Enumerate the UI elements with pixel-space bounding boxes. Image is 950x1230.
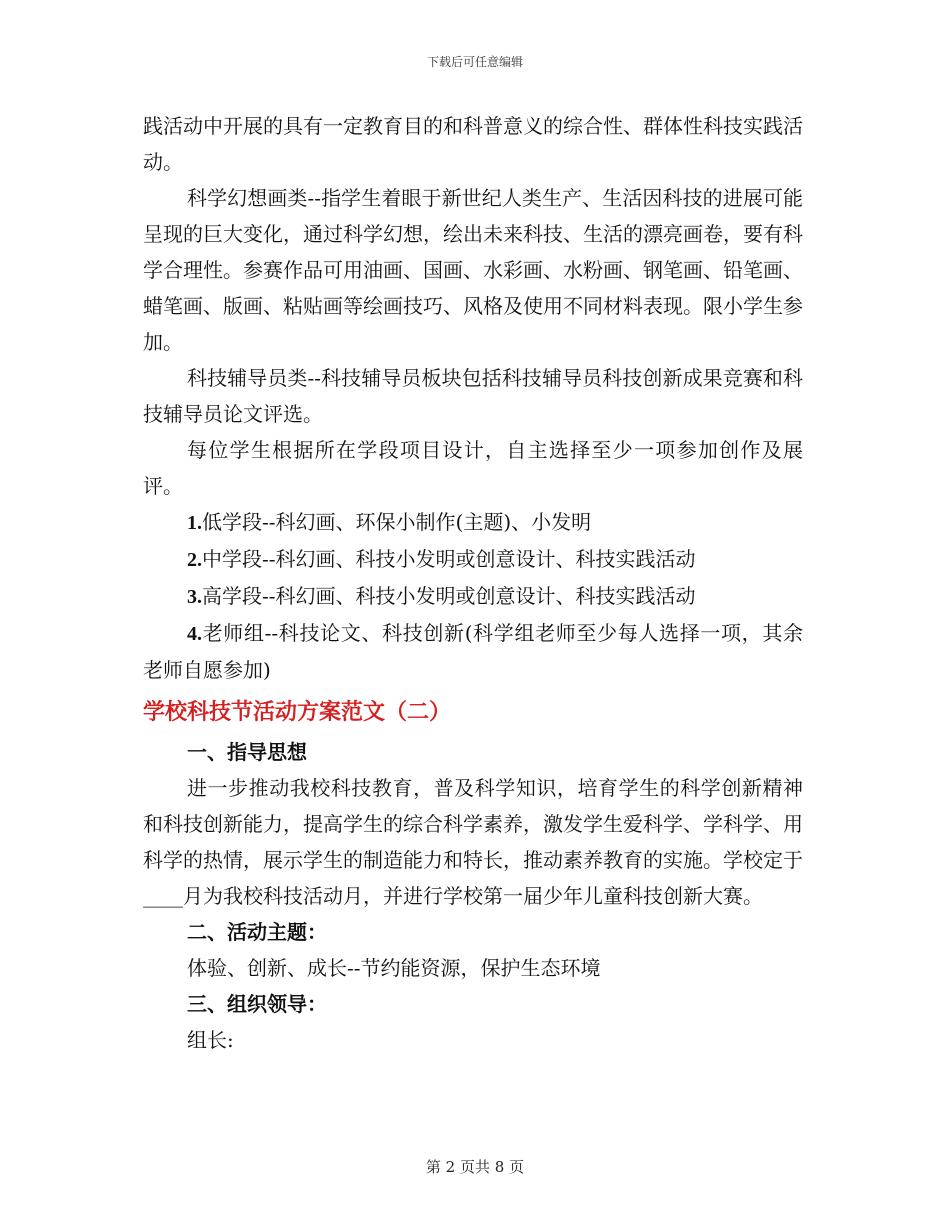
- list-text: 老师组--科技论文、科技创新(科学组老师至少每人选择一项，其余老师自愿参加): [143, 621, 803, 682]
- heading-guiding-ideology: 一、指导思想: [187, 740, 307, 764]
- paragraph-activity-theme: 体验、创新、成长--节约能资源，保护生态环境: [187, 956, 601, 980]
- list-text: 高学段--科幻画、科技小发明或创意设计、科技实践活动: [202, 584, 696, 608]
- paragraph-guiding-ideology: 进一步推动我校科技教育，普及科学知识，培育学生的科学创新精神和科技创新能力，提高学生的综合科学素养，激发学生爱科学、学科学、用科学的热情，展示学生的制造能力和特长，推动素养教育的实施。学校定于____月为我校科技活动月，并进行学校第一届少年儿童科技创新大赛。: [143, 776, 803, 908]
- list-text: 低学段--科幻画、环保小制作(主题)、小发明: [202, 510, 592, 534]
- page-footer: 第 2 页共 8 页: [425, 1158, 525, 1176]
- paragraph-selection: 每位学生根据所在学段项目设计，自主选择至少一项参加创作及展评。: [143, 438, 803, 498]
- list-item: [143, 504, 803, 541]
- list-number: 4.: [187, 623, 202, 645]
- list-item: [143, 578, 803, 615]
- list-item: [143, 541, 803, 578]
- list-number: 2.: [187, 549, 202, 571]
- list-number: 1.: [187, 512, 202, 534]
- heading-activity-theme: 二、活动主题：: [187, 920, 327, 944]
- list-text: 中学段--科幻画、科技小发明或创意设计、科技实践活动: [202, 547, 696, 571]
- paragraph-continuation: 践活动中开展的具有一定教育目的和科普意义的综合性、群体性科技实践活动。: [143, 114, 803, 174]
- list-item: [143, 615, 803, 688]
- section-title: 学校科技节活动方案范文（二）: [143, 699, 452, 725]
- page-header: 下载后可任意编辑: [426, 55, 523, 69]
- list-number: 3.: [187, 586, 202, 608]
- paragraph-tech-tutor: 科技辅导员类--科技辅导员板块包括科技辅导员科技创新成果竞赛和科技辅导员论文评选。: [143, 366, 803, 426]
- heading-organization: 三、组织领导：: [187, 992, 327, 1016]
- document-body: [143, 108, 803, 1058]
- paragraph-leader: 组长:: [187, 1028, 234, 1052]
- paragraph-sci-fi-painting: 科学幻想画类--指学生着眼于新世纪人类生产、生活因科技的进展可能呈现的巨大变化，通过科学幻想，绘出未来科技、生活的漂亮画卷，要有科学合理性。参赛作品可用油画、国画、水彩画、水粉画、钢笔画、铅笔画、蜡笔画、版画、粘贴画等绘画技巧、风格及使用不同材料表现。限小学生参加。: [143, 186, 803, 354]
